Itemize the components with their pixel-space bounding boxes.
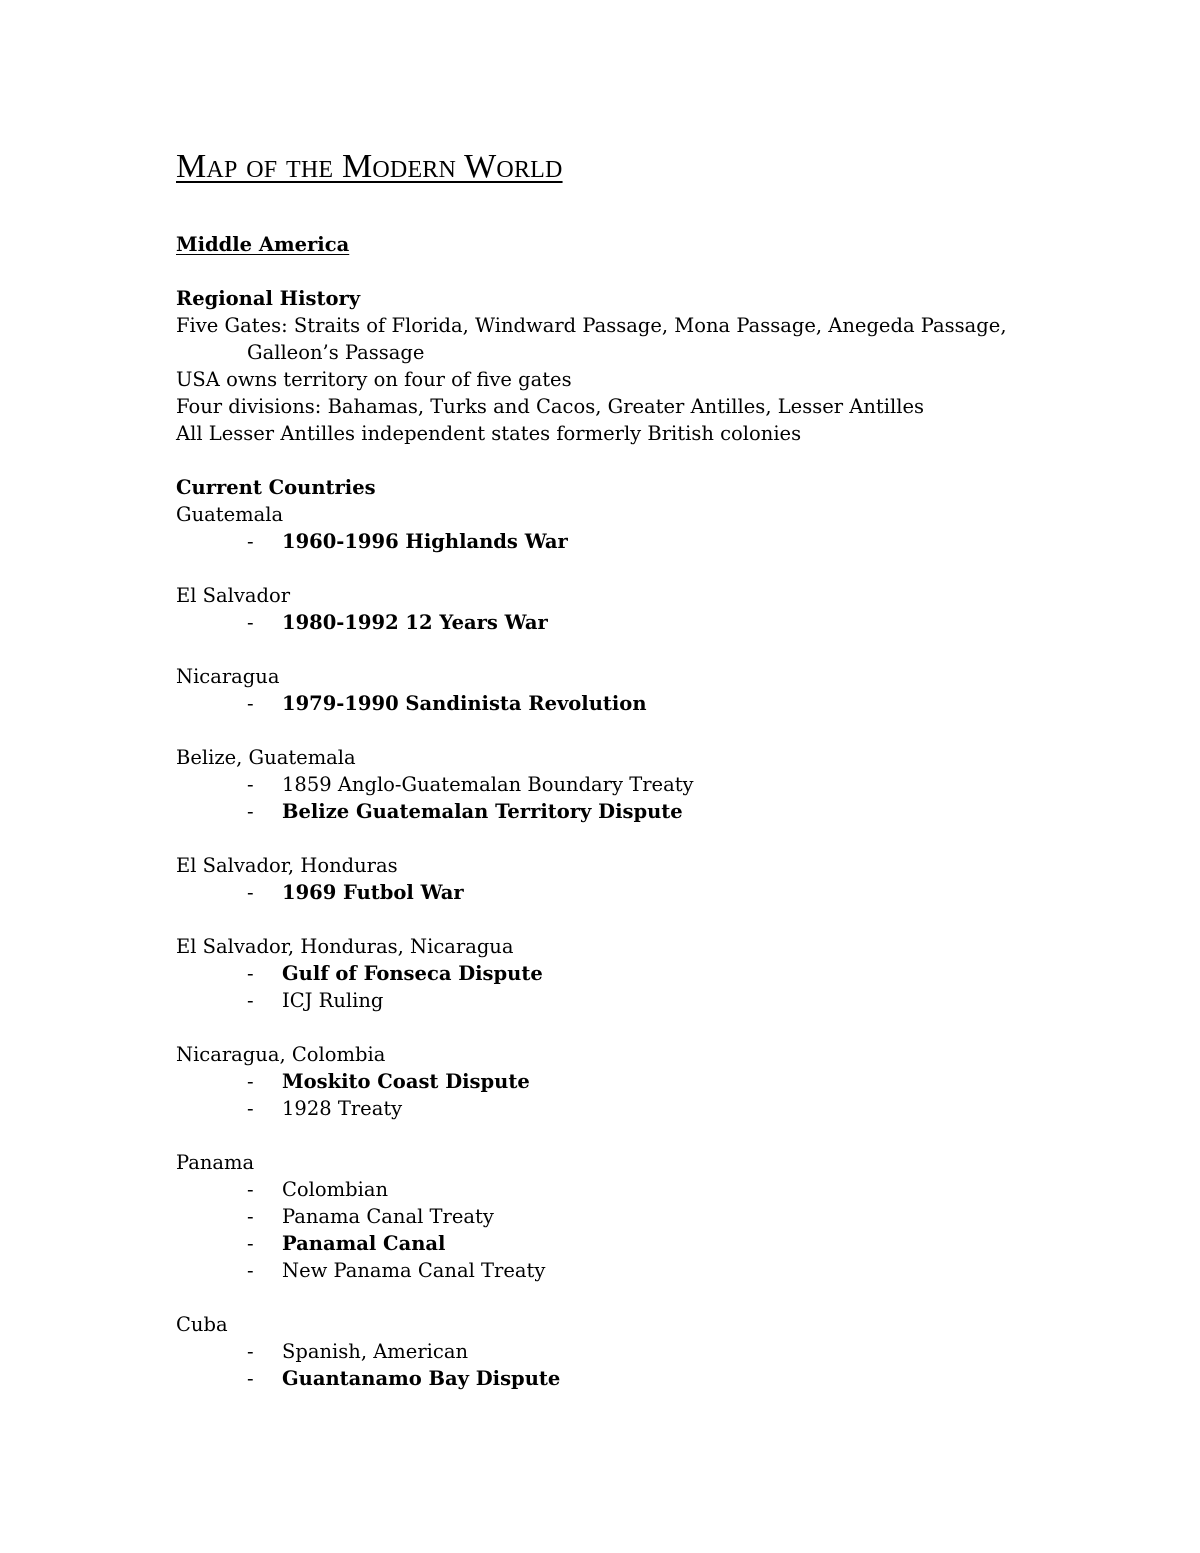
regional-history-heading: Regional History: [176, 287, 361, 310]
country-name: El Salvador: [176, 584, 291, 607]
country-group: [176, 582, 1016, 636]
bullet-dash: -: [247, 1070, 254, 1093]
bullet-dash: -: [247, 611, 254, 634]
usa-territory-line: USA owns territory on four of five gates: [176, 368, 572, 391]
list-item-text: 1859 Anglo-Guatemalan Boundary Treaty: [282, 773, 694, 796]
lesser-antilles-line: All Lesser Antilles independent states formerly British colonies: [176, 422, 802, 445]
country-group: [176, 1149, 1016, 1284]
five-gates-line: Five Gates: Straits of Florida, Windward Passage, Mona Passage, Anegeda Passage,: [176, 314, 1007, 337]
list-item: [176, 1176, 1016, 1203]
bullet-dash: -: [247, 1340, 254, 1363]
bullet-dash: -: [247, 692, 254, 715]
bullet-dash: -: [247, 773, 254, 796]
country-name: Nicaragua: [176, 665, 280, 688]
country-group: [176, 1311, 1016, 1392]
list-item-text: 1980-1992 12 Years War: [282, 611, 548, 634]
country-name: El Salvador, Honduras, Nicaragua: [176, 935, 514, 958]
list-item: [176, 1365, 1016, 1392]
list-item-text: Moskito Coast Dispute: [282, 1070, 530, 1093]
list-item: [176, 798, 1016, 825]
list-item-text: 1960-1996 Highlands War: [282, 530, 568, 553]
country-groups: [176, 501, 1016, 1392]
bullet-dash: -: [247, 1205, 254, 1228]
list-item: [176, 960, 1016, 987]
country-group: [176, 1041, 1016, 1122]
list-item: [176, 1230, 1016, 1257]
list-item: [176, 987, 1016, 1014]
country-group: [176, 663, 1016, 717]
bullet-dash: -: [247, 989, 254, 1012]
list-item-text: 1979-1990 Sandinista Revolution: [282, 692, 647, 715]
bullet-dash: -: [247, 881, 254, 904]
list-item-text: ICJ Ruling: [282, 989, 384, 1012]
bullet-dash: -: [247, 1178, 254, 1201]
bullet-dash: -: [247, 1097, 254, 1120]
list-item: [176, 1068, 1016, 1095]
country-name: Guatemala: [176, 503, 284, 526]
bullet-dash: -: [247, 962, 254, 985]
country-name: Belize, Guatemala: [176, 746, 356, 769]
list-item: [176, 1203, 1016, 1230]
bullet-dash: -: [247, 530, 254, 553]
list-item: [176, 609, 1016, 636]
list-item-text: New Panama Canal Treaty: [282, 1259, 546, 1282]
bullet-dash: -: [247, 1259, 254, 1282]
bullet-dash: -: [247, 1232, 254, 1255]
country-name: Cuba: [176, 1313, 228, 1336]
list-item: [176, 528, 1016, 555]
country-name: El Salvador, Honduras: [176, 854, 398, 877]
five-gates-continuation: Galleon’s Passage: [247, 341, 425, 364]
list-item-text: Panamal Canal: [282, 1232, 446, 1255]
current-countries-heading: Current Countries: [176, 476, 376, 499]
list-item: [176, 1257, 1016, 1284]
list-item-text: Belize Guatemalan Territory Dispute: [282, 800, 683, 823]
list-item: [176, 1095, 1016, 1122]
list-item-text: Guantanamo Bay Dispute: [282, 1367, 561, 1390]
country-group: [176, 501, 1016, 555]
country-name: Nicaragua, Colombia: [176, 1043, 386, 1066]
list-item: [176, 1338, 1016, 1365]
bullet-dash: -: [247, 1367, 254, 1390]
list-item-text: 1928 Treaty: [282, 1097, 403, 1120]
list-item-text: Colombian: [282, 1178, 389, 1201]
country-group: [176, 744, 1016, 825]
page-title: Map of the Modern World: [176, 148, 563, 185]
document-body: [176, 231, 1016, 1392]
list-item: [176, 771, 1016, 798]
list-item: [176, 879, 1016, 906]
list-item-text: Gulf of Fonseca Dispute: [282, 962, 543, 985]
divisions-line: Four divisions: Bahamas, Turks and Cacos, Greater Antilles, Lesser Antilles: [176, 395, 925, 418]
country-name: Panama: [176, 1151, 255, 1174]
list-item-text: Panama Canal Treaty: [282, 1205, 494, 1228]
bullet-dash: -: [247, 800, 254, 823]
section-heading: Middle America: [176, 233, 350, 256]
list-item-text: 1969 Futbol War: [282, 881, 464, 904]
country-group: [176, 852, 1016, 906]
list-item-text: Spanish, American: [282, 1340, 469, 1363]
list-item: [176, 690, 1016, 717]
country-group: [176, 933, 1016, 1014]
